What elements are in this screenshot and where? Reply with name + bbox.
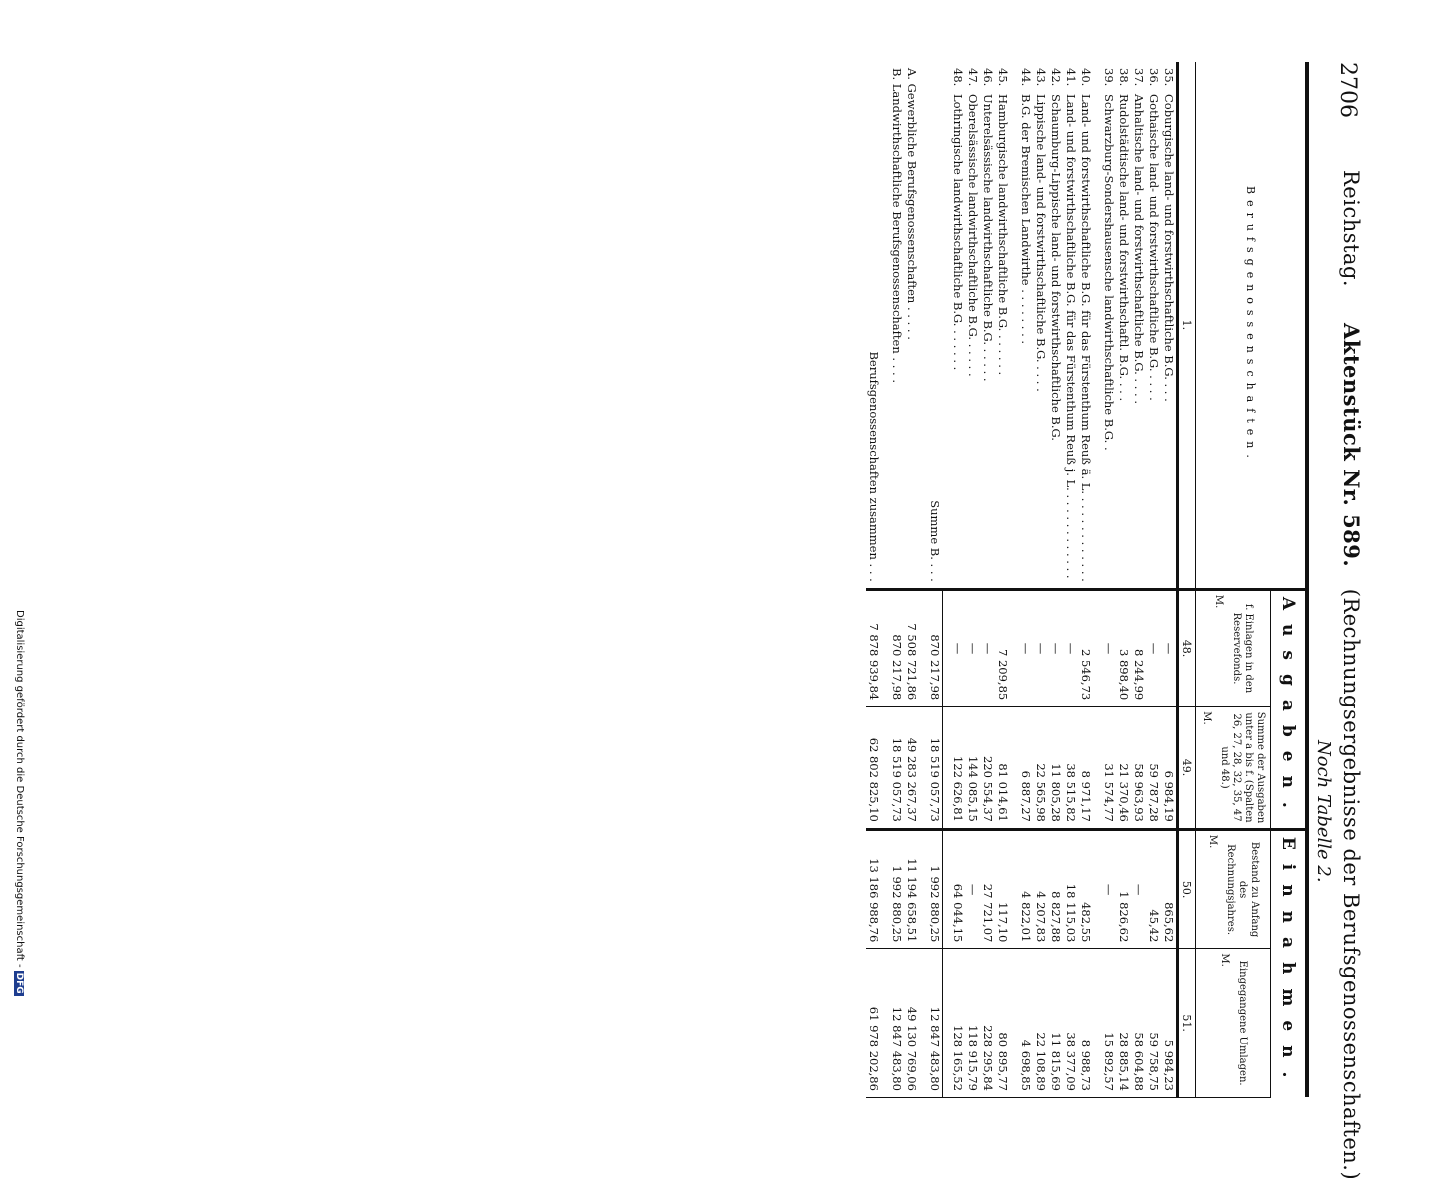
- cell-reservefonds: —: [1147, 589, 1162, 706]
- table-row: [1132, 62, 1147, 1097]
- row-label: 38.Rudolstädtische land- und forstwirthschaftl. B.G. . . .: [1117, 62, 1132, 589]
- cell-summe-ausgaben: 49 283 267,37: [905, 707, 920, 830]
- table-reference: Noch Tabelle 2.: [1313, 740, 1334, 883]
- cell-summe-ausgaben: 8 971,17: [1079, 707, 1094, 830]
- cell-reservefonds: 870 217,98: [928, 589, 943, 706]
- cell-bestand: 1 826,62: [1117, 829, 1132, 948]
- col-header-49: Summe der Ausgaben unter a bis f. (Spalten 26, 27, 28, 32, 35, 47 und 48.) M.: [1196, 707, 1271, 830]
- col-number-48: 48.: [1178, 589, 1196, 706]
- row-label: 41.Land- und forstwirthschaftliche B.G. für das Fürstenthum Reuß j. L. . . . . . . . . . . . .: [1064, 62, 1079, 589]
- cell-bestand: 45,42: [1147, 829, 1162, 948]
- results-table: [867, 62, 1310, 1098]
- table-row: [1147, 62, 1162, 1097]
- dfg-logo-icon: DFG: [14, 972, 24, 994]
- cell-bestand: 8 827,88: [1049, 829, 1064, 948]
- cell-umlagen: 128 165,52: [951, 949, 966, 1098]
- cell-summe-ausgaben: 21 370,46: [1117, 707, 1132, 830]
- cell-bestand: 4 822,01: [1019, 829, 1034, 948]
- cell-umlagen: 49 130 769,06: [905, 949, 920, 1098]
- cell-summe-ausgaben: 38 515,82: [1064, 707, 1079, 830]
- cell-reservefonds: 8 244,99: [1132, 589, 1147, 706]
- row-label: 45.Hamburgische landwirthschaftliche B.G. . . . . . .: [996, 62, 1011, 589]
- row-label: 47.Oberelsässische landwirthschaftliche B.G. . . . . .: [966, 62, 981, 589]
- table-row: [1162, 62, 1178, 1097]
- header-left: Reichstag.: [1339, 170, 1363, 288]
- summary-row: [890, 62, 905, 1097]
- row-label: 36.Gothaische land- und forstwirthschaftliche B.G. . . . .: [1147, 62, 1162, 589]
- summe-b-row: [928, 62, 943, 1097]
- row-label: A. Gewerbliche Berufsgenossenschaften . . . . .: [905, 62, 920, 589]
- cell-reservefonds: —: [951, 589, 966, 706]
- row-label: Berufsgenossenschaften zusammen . . .: [867, 62, 882, 589]
- table-row: [1064, 62, 1079, 1097]
- row-label: B. Landwirthschaftliche Berufsgenossenschaften . . . .: [890, 62, 905, 589]
- table-row: [981, 62, 996, 1097]
- row-label: 46.Unterelsässische landwirthschaftliche B.G. . . . . .: [981, 62, 996, 589]
- table-row: [1079, 62, 1094, 1097]
- cell-reservefonds: 870 217,98: [890, 589, 905, 706]
- cell-bestand: —: [1132, 829, 1147, 948]
- row-label: 48.Lothringische landwirthschaftliche B.G. . . . . . .: [951, 62, 966, 589]
- table-row: [1102, 62, 1117, 1097]
- cell-summe-ausgaben: 122 626,81: [951, 707, 966, 830]
- cell-summe-ausgaben: 18 519 057,73: [928, 707, 943, 830]
- col-header-50: Bestand zu Anfang des Rechnungsjahres. M.: [1196, 829, 1271, 948]
- cell-bestand: 1 992 880,25: [890, 829, 905, 948]
- cell-bestand: —: [1102, 829, 1117, 948]
- footer-credit: Digitalisierung gefördert durch die Deutsche Forschungsgemeinschaft -DFG: [14, 610, 25, 994]
- cell-umlagen: 4 698,85: [1019, 949, 1034, 1098]
- cell-umlagen: 38 377,09: [1064, 949, 1079, 1098]
- cell-umlagen: 228 295,84: [981, 949, 996, 1098]
- row-label: 35.Coburgische land- und forstwirthschaftliche B.G. . . .: [1162, 62, 1178, 589]
- cell-bestand: 13 186 988,76: [867, 829, 882, 948]
- table-row: [1019, 62, 1034, 1097]
- cell-reservefonds: 7 878 939,84: [867, 589, 882, 706]
- cell-reservefonds: —: [1162, 589, 1178, 706]
- cell-reservefonds: 7 508 721,86: [905, 589, 920, 706]
- cell-summe-ausgaben: 6 984,19: [1162, 707, 1178, 830]
- table-row: [966, 62, 981, 1097]
- cell-umlagen: 12 847 483,80: [890, 949, 905, 1098]
- cell-reservefonds: —: [1049, 589, 1064, 706]
- cell-umlagen: 15 892,57: [1102, 949, 1117, 1098]
- group-ausgaben: Ausgaben.: [1271, 589, 1308, 829]
- cell-summe-ausgaben: 11 805,28: [1049, 707, 1064, 830]
- cell-reservefonds: 7 209,85: [996, 589, 1011, 706]
- total-row: [867, 62, 882, 1097]
- cell-umlagen: 59 758,75: [1147, 949, 1162, 1098]
- summary-row: [905, 62, 920, 1097]
- cell-bestand: 64 044,15: [951, 829, 966, 948]
- table-row: [996, 62, 1011, 1097]
- cell-bestand: —: [966, 829, 981, 948]
- cell-umlagen: 22 108,89: [1034, 949, 1049, 1098]
- col-number-50: 50.: [1178, 829, 1196, 948]
- cell-reservefonds: 2 546,73: [1079, 589, 1094, 706]
- cell-reservefonds: —: [966, 589, 981, 706]
- cell-summe-ausgaben: 18 519 057,73: [890, 707, 905, 830]
- col-header-51: Eingegangene Umlagen. M.: [1196, 949, 1271, 1098]
- cell-bestand: 1 992 880,25: [928, 829, 943, 948]
- cell-umlagen: 12 847 483,80: [928, 949, 943, 1098]
- row-label: Summe B. . . .: [928, 62, 943, 589]
- row-label: 44.B.G. der Bremischen Landwirthe . . . . . . . .: [1019, 62, 1034, 589]
- cell-bestand: 18 115,03: [1064, 829, 1079, 948]
- group-einnahmen: Einnahmen.: [1271, 829, 1308, 1097]
- header-middle: Aktenstück Nr. 589.: [1339, 323, 1364, 568]
- page-header: [1339, 170, 1364, 1180]
- cell-umlagen: 28 885,14: [1117, 949, 1132, 1098]
- cell-umlagen: 8 988,73: [1079, 949, 1094, 1098]
- cell-reservefonds: —: [1064, 589, 1079, 706]
- cell-summe-ausgaben: 220 554,37: [981, 707, 996, 830]
- cell-bestand: 865,62: [1162, 829, 1178, 948]
- cell-reservefonds: —: [1034, 589, 1049, 706]
- cell-summe-ausgaben: 58 963,93: [1132, 707, 1147, 830]
- table-row: [1049, 62, 1064, 1097]
- cell-summe-ausgaben: 22 565,98: [1034, 707, 1049, 830]
- cell-reservefonds: —: [1102, 589, 1117, 706]
- cell-bestand: 27 721,07: [981, 829, 996, 948]
- cell-umlagen: 11 815,69: [1049, 949, 1064, 1098]
- table-row: [1117, 62, 1132, 1097]
- col-header-48: f. Einlagen in den Reservefonds. M.: [1196, 589, 1271, 706]
- col-number-49: 49.: [1178, 707, 1196, 830]
- table-body: [867, 62, 1178, 1097]
- col-number-51: 51.: [1178, 949, 1196, 1098]
- cell-umlagen: 118 915,79: [966, 949, 981, 1098]
- row-label: 37.Anhaltische land- und forstwirthschaftliche B.G. . . . .: [1132, 62, 1147, 589]
- header-right: (Rechnungsergebnisse der Berufsgenossenschaften.): [1339, 588, 1363, 1180]
- cell-summe-ausgaben: 144 085,15: [966, 707, 981, 830]
- cell-umlagen: 58 604,88: [1132, 949, 1147, 1098]
- cell-summe-ausgaben: 6 887,27: [1019, 707, 1034, 830]
- cell-summe-ausgaben: 31 574,77: [1102, 707, 1117, 830]
- cell-bestand: 11 194 658,51: [905, 829, 920, 948]
- col-header-berufsgenossenschaften: Berufsgenossenschaften.: [1196, 62, 1308, 589]
- row-label: 39.Schwarzburg-Sondershausensche landwirthschaftliche B.G. .: [1102, 62, 1117, 589]
- cell-bestand: 117,10: [996, 829, 1011, 948]
- table-row: [951, 62, 966, 1097]
- col-number-1: 1.: [1178, 62, 1196, 589]
- cell-reservefonds: —: [1019, 589, 1034, 706]
- page-number: 2706: [1335, 62, 1360, 118]
- row-label: 40.Land- und forstwirthschaftliche B.G. für das Fürstenthum Reuß ä. L. . . . . . . . . . . . .: [1079, 62, 1094, 589]
- cell-umlagen: 5 984,23: [1162, 949, 1178, 1098]
- cell-summe-ausgaben: 59 787,28: [1147, 707, 1162, 830]
- row-label: 42.Schaumburg-Lippische land- und forstwirthschaftliche B.G.: [1049, 62, 1064, 589]
- cell-umlagen: 61 978 202,86: [867, 949, 882, 1098]
- cell-bestand: 4 207,83: [1034, 829, 1049, 948]
- cell-reservefonds: —: [981, 589, 996, 706]
- cell-summe-ausgaben: 62 802 825,10: [867, 707, 882, 830]
- cell-bestand: 482,55: [1079, 829, 1094, 948]
- cell-umlagen: 80 895,77: [996, 949, 1011, 1098]
- table-row: [1034, 62, 1049, 1097]
- row-label: 43.Lippische land- und forstwirthschaftliche B.G. . . . .: [1034, 62, 1049, 589]
- cell-reservefonds: 3 898,40: [1117, 589, 1132, 706]
- cell-summe-ausgaben: 81 014,61: [996, 707, 1011, 830]
